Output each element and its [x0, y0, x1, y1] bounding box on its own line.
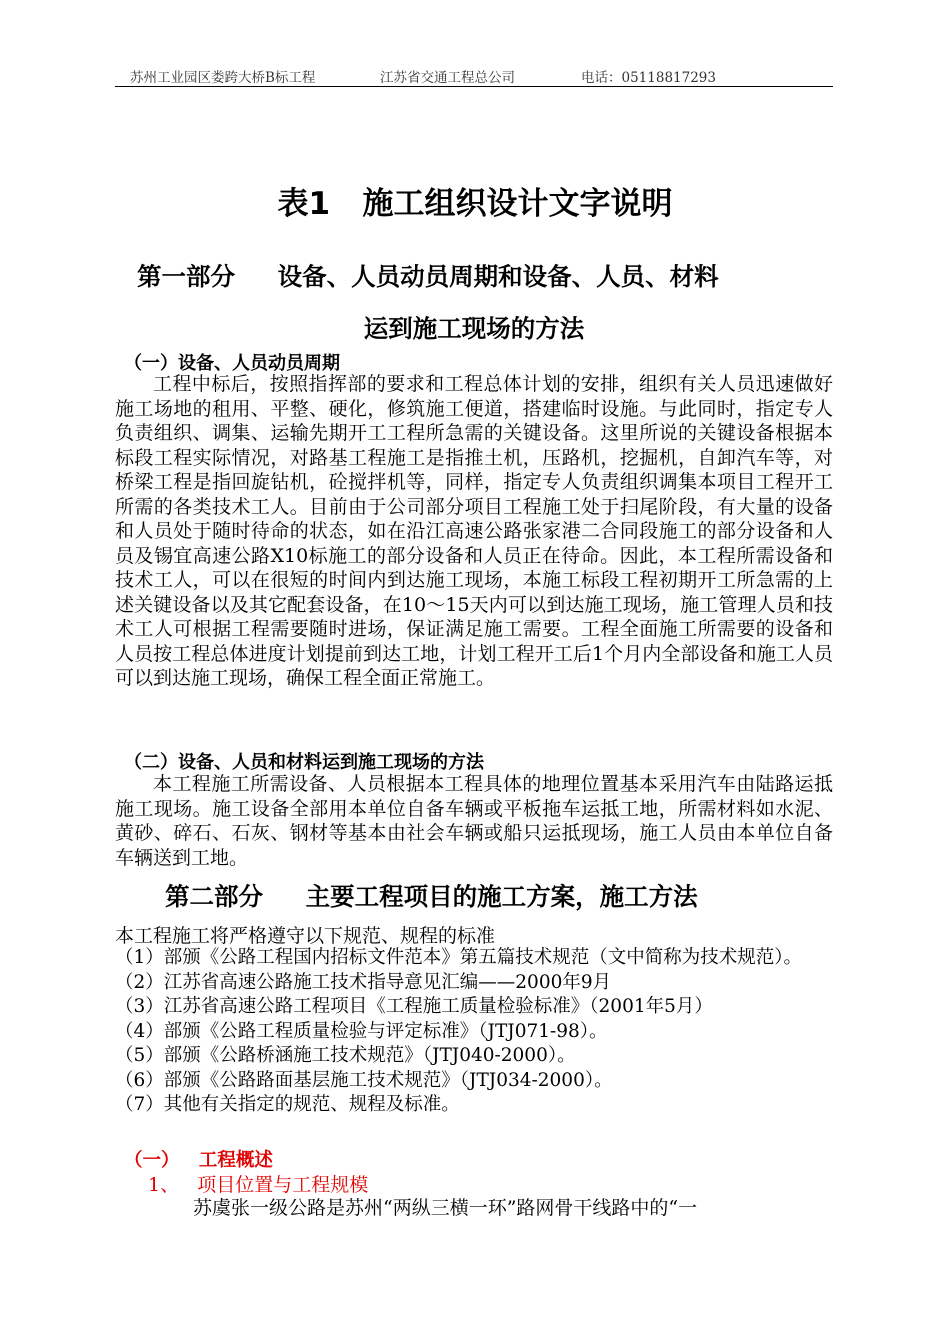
header-project: 苏州工业园区娄跨大桥B标工程 [130, 70, 316, 86]
overview-heading: （一） 工程概述 [124, 1150, 273, 1171]
standard-item: （4）部颁《公路工程质量检验与评定标准》（JTJ071-98）。 [115, 1020, 608, 1042]
page-header [115, 64, 833, 87]
document-title: 表1 施工组织设计文字说明 [277, 186, 673, 222]
overview-first-line: 苏虞张一级公路是苏州“两纵三横一环”路网骨干线路中的“一 [193, 1197, 698, 1219]
standard-item: （3）江苏省高速公路工程项目《工程施工质量检验标准》（2001年5月） [115, 996, 713, 1017]
part1-paragraph-1: 工程中标后，按照指挥部的要求和工程总体计划的安排，组织有关人员迅速做好施工场地的租用、平整、硬化，修筑施工便道，搭建临时设施。与此同时，指定专人负责组织、调集、运输先期开工工程所急需的关键设备。这里所说的关键设备根据本标段工程实际情况，对路基工程施工是指推土机，压路机，挖掘机，自卸汽车等，对桥梁工程是指回旋钻机，砼搅拌机等，同样，指定专人负责组织调集本项目工程开工所需的各类技术工人。目前由于公司部分项目工程施工处于扫尾阶段，有大量的设备和人员处于随时待命的状态，如在沿江高速公路张家港二合同段施工的部分设备和人员及锡宜高速公路X10标施工的部分设备和人员正在待命。因此，本工程所需设备和技术工人，可以在很短的时间内到达施工现场，本施工标段工程初期开工所急需的上述关键设备以及其它配套设备，在10～15天内可以到达施工现场，施工管理人员和技术工人可根据工程需要随时进场，保证满足施工需要。工程全面施工所需要的设备和人员按工程总体进度计划提前到达工地，计划工程开工后1个月内全部设备和施工人员可以到达施工现场，确保工程全面正常施工。 [115, 373, 833, 689]
standard-item: （7）其他有关指定的规范、规程及标准。 [115, 1094, 460, 1115]
part1-title-line2: 运到施工现场的方法 [363, 314, 585, 343]
part1-subheading-1: （一）设备、人员动员周期 [124, 353, 340, 374]
part1-subheading-2: （二）设备、人员和材料运到施工现场的方法 [124, 752, 484, 773]
part1-title-line1: 第一部分 设备、人员动员周期和设备、人员、材料 [137, 262, 719, 291]
standards-list [115, 946, 833, 1118]
standard-item: （6）部颁《公路路面基层施工技术规范》（JTJ034-2000）。 [115, 1069, 613, 1091]
standard-item: （5）部颁《公路桥涵施工技术规范》（JTJ040-2000）。 [115, 1045, 576, 1066]
header-company: 江苏省交通工程总公司 [380, 70, 515, 86]
standard-item: （1）部颁《公路工程国内招标文件范本》第五篇技术规范（文中简称为技术规范）。 [115, 947, 803, 968]
header-phone: 电话：05118817293 [581, 70, 716, 86]
part2-title: 第二部分 主要工程项目的施工方案，施工方法 [165, 882, 698, 911]
overview-subheading: 1、 项目位置与工程规模 [148, 1174, 369, 1196]
standard-item: （2）江苏省高速公路施工技术指导意见汇编——2000年9月 [115, 971, 612, 993]
standards-intro: 本工程施工将严格遵守以下规范、规程的标准 [115, 925, 496, 947]
part1-paragraph-2: 本工程施工所需设备、人员根据本工程具体的地理位置基本采用汽车由陆路运抵施工现场。施工设备全部用本单位自备车辆或平板拖车运抵工地，所需材料如水泥、黄砂、碎石、石灰、钢材等基本由社会车辆或船只运抵现场，施工人员由本单位自备车辆送到工地。 [115, 773, 833, 869]
